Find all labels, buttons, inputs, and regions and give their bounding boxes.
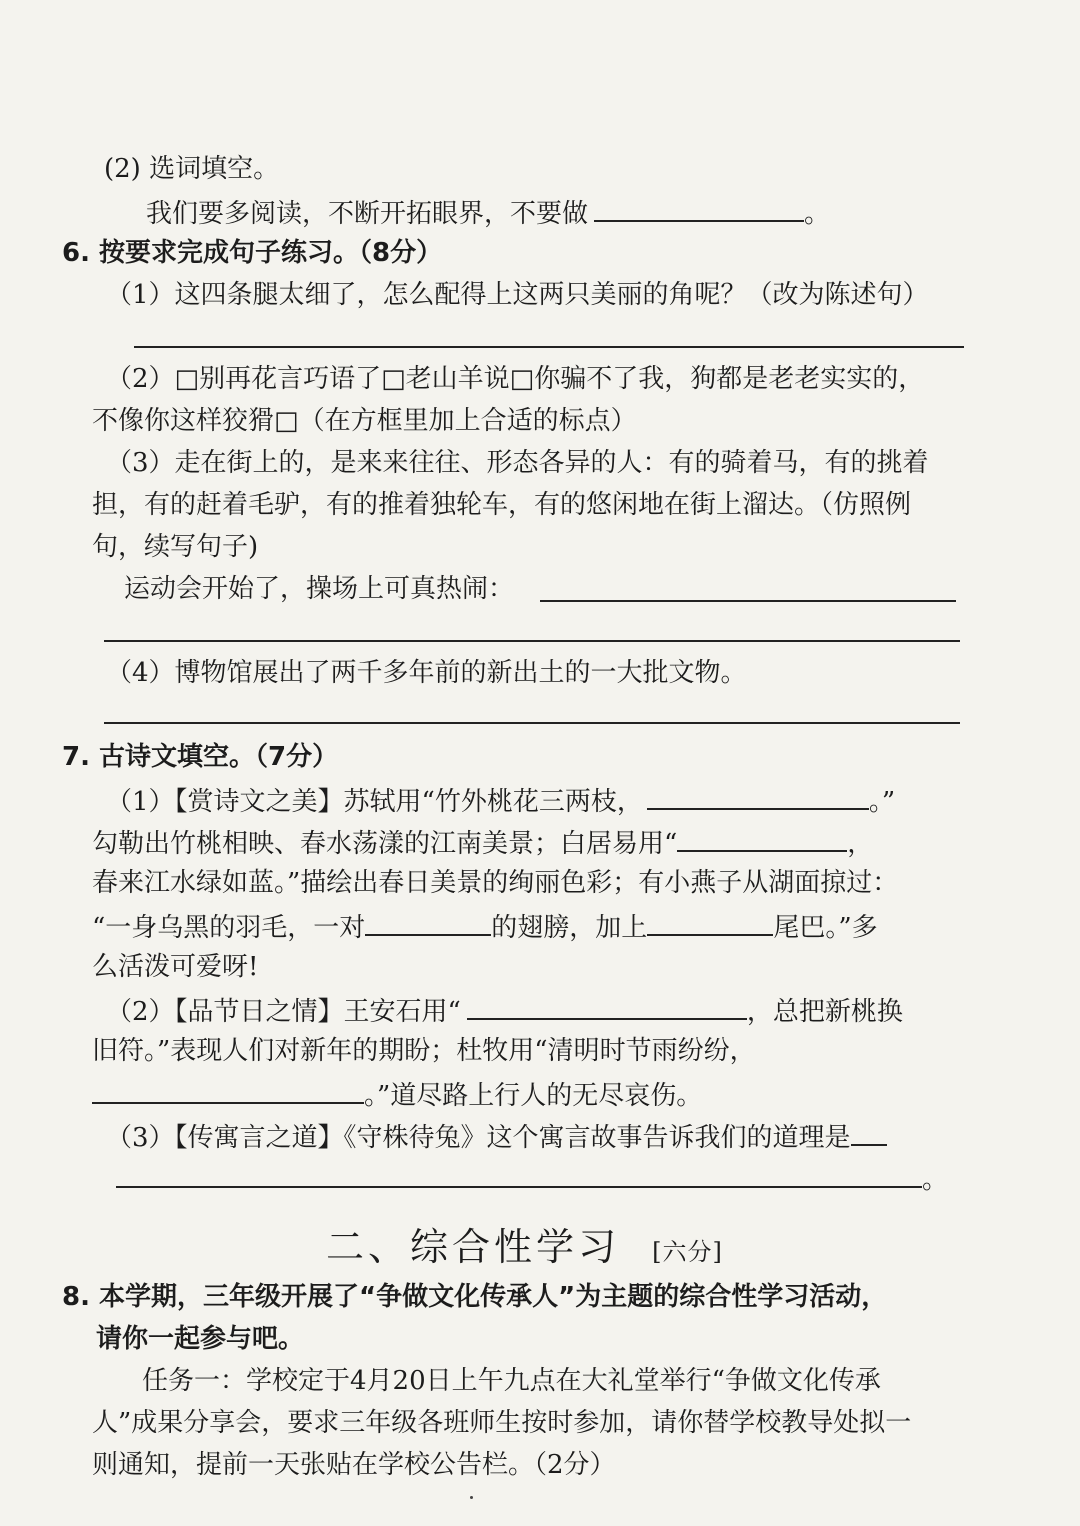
q7-item1-line5: 么活泼可爱呀!	[92, 952, 259, 982]
answer-line[interactable]	[134, 346, 964, 348]
q7-item1-line2	[92, 824, 873, 861]
answer-blank[interactable]	[851, 1118, 887, 1146]
q6-item3-line3: 句，续写句子)	[92, 532, 259, 562]
q7-item3-end: 。	[922, 1165, 949, 1195]
q7-item3-text: （3）【传寓言之道】《守株待兔》这个寓言故事告诉我们的道理是	[106, 1123, 851, 1153]
answer-blank[interactable]	[647, 908, 773, 936]
q8-line2: 请你一起参与吧。	[96, 1324, 305, 1354]
q7-item1-line3: 春来江水绿如蓝。”描绘出春日美景的绚丽色彩；有小燕子从湖面掠过：	[92, 868, 899, 898]
q6-item3-prompt: 运动会开始了，操场上可真热闹：	[124, 574, 515, 604]
q8-line1: 8. 本学期，三年级开展了“争做文化传承人”为主题的综合性学习活动，	[62, 1282, 888, 1312]
answer-blank[interactable]	[92, 1076, 364, 1104]
q7-item2-line2: 旧符。”表现人们对新年的期盼；杜牧用“清明时节雨纷纷，	[92, 1036, 756, 1066]
q7-item2-end: ，总把新桃换	[746, 997, 903, 1027]
q7-item1-line1	[106, 782, 895, 819]
q7-item1-text: （1）【赏诗文之美】苏轼用“竹外桃花三两枝，	[106, 787, 643, 817]
q7-item2-line1	[106, 992, 903, 1029]
q7-title: 7. 古诗文填空。（7分）	[62, 742, 339, 772]
q7-item2-text: （2）【品节日之情】王安石用“	[106, 997, 461, 1027]
q8-task1-line2: 人”成果分享会，要求三年级各班师生按时参加，请你替学校教导处拟一	[92, 1408, 912, 1438]
q6-item1: （1）这四条腿太细了，怎么配得上这两只美丽的角呢？（改为陈述句）	[106, 280, 929, 310]
q5-2-title: (2) 选词填空。	[104, 154, 280, 184]
answer-blank[interactable]	[647, 782, 869, 810]
q8-task1-line3: 则通知，提前一天张贴在学校公告栏。（2分）	[92, 1450, 616, 1480]
section-title	[326, 1216, 723, 1271]
q7-item3-line1	[106, 1118, 887, 1155]
q8-task1-line1: 任务一：学校定于4月20日上午九点在大礼堂举行“争做文化传承	[142, 1366, 881, 1396]
q5-2-sentence-text: 我们要多阅读，不断开拓眼界，不要做	[146, 199, 589, 229]
q7-item1-text: 尾巴。”多	[773, 913, 878, 943]
q6-item3-line2: 担，有的赶着毛驴，有的推着独轮车，有的悠闲地在街上溜达。（仿照例	[92, 490, 912, 520]
answer-blank[interactable]	[116, 1160, 922, 1188]
q6-item4: （4）博物馆展出了两千多年前的新出土的一大批文物。	[106, 658, 747, 688]
answer-line[interactable]	[104, 722, 960, 724]
q7-item1-end: ，	[847, 829, 874, 859]
q7-item1-text: “一身乌黑的羽毛，一对	[92, 913, 366, 943]
q7-item2-line3	[92, 1076, 702, 1113]
answer-blank[interactable]	[467, 992, 747, 1020]
answer-blank[interactable]	[365, 908, 491, 936]
answer-blank[interactable]	[594, 194, 804, 222]
q7-item1-line4	[92, 908, 878, 945]
q7-item1-text: 的翅膀，加上	[491, 913, 648, 943]
q7-item3-line2	[116, 1160, 948, 1197]
q6-item3-line1: （3）走在街上的，是来来往往、形态各异的人：有的骑着马，有的挑着	[106, 448, 929, 478]
q7-item2-end: 。”道尽路上行人的无尽哀伤。	[364, 1081, 703, 1111]
answer-blank[interactable]	[677, 824, 847, 852]
q5-2-sentence	[146, 194, 830, 231]
q6-item2-line2: 不像你这样狡猾□（在方框里加上合适的标点）	[92, 406, 637, 436]
answer-line[interactable]	[104, 640, 960, 642]
q7-item1-end: 。”	[868, 787, 896, 817]
section-title-text: 二、综合性学习	[326, 1225, 621, 1269]
q6-title: 6. 按要求完成句子练习。（8分）	[62, 238, 443, 268]
q7-item1-text: 勾勒出竹桃相映、春水荡漾的江南美景；白居易用“	[92, 829, 678, 859]
section-score: [六分]	[652, 1238, 723, 1266]
answer-line[interactable]	[540, 600, 956, 602]
q5-2-sentence-end: 。	[804, 199, 831, 229]
q6-item2-line1: （2）□别再花言巧语了□老山羊说□你骗不了我，狗都是老老实实的，	[106, 364, 925, 394]
page-speck	[470, 1496, 473, 1499]
